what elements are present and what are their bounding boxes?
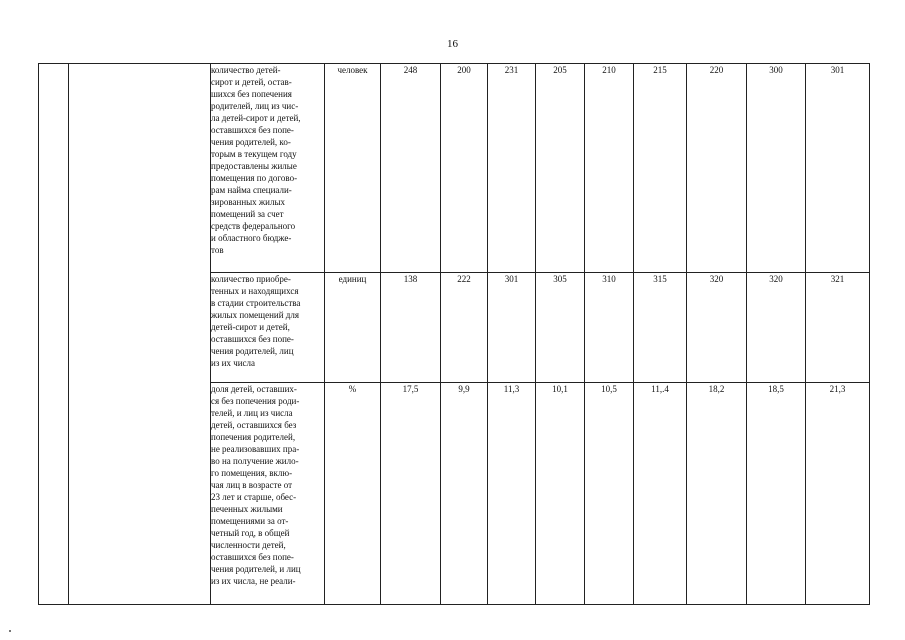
value-cell: 21,3	[806, 383, 870, 605]
value-cell: 300	[747, 64, 806, 273]
unit-cell: %	[325, 383, 381, 605]
value-cell: 10,1	[536, 383, 585, 605]
value-cell: 18,5	[747, 383, 806, 605]
value-cell: 11,.4	[634, 383, 687, 605]
value-cell: 301	[806, 64, 870, 273]
value-cell: 320	[687, 273, 747, 383]
unit-cell: человек	[325, 64, 381, 273]
value-cell: 11,3	[488, 383, 536, 605]
empty-cell-name	[69, 64, 211, 605]
unit-cell: единиц	[325, 273, 381, 383]
value-cell: 205	[536, 64, 585, 273]
value-cell: 248	[381, 64, 441, 273]
indicator-description: количество приобре- тенных и находящихся в стадии строительства жилых помещений для детей-сирот и детей, оставшихся без попе- чения родителей, лиц из их числа	[211, 273, 325, 383]
value-cell: 310	[585, 273, 634, 383]
indicator-description: количество детей- сирот и детей, остав- шихся без попечения родителей, лиц из чис- ла детей-сирот и детей, оставшихся без попе- чения родителей, ко- торым в текущем году предоставлены жилые помещения по догово- рам найма специали- зированных жилых помещений за счет средств федерального и областного бюдже- тов	[211, 64, 325, 273]
value-cell: 301	[488, 273, 536, 383]
value-cell: 17,5	[381, 383, 441, 605]
value-cell: 231	[488, 64, 536, 273]
value-cell: 320	[747, 273, 806, 383]
indicators-table	[38, 63, 870, 605]
value-cell: 138	[381, 273, 441, 383]
value-cell: 210	[585, 64, 634, 273]
empty-cell-number	[39, 64, 69, 605]
value-cell: 200	[441, 64, 488, 273]
value-cell: 215	[634, 64, 687, 273]
value-cell: 220	[687, 64, 747, 273]
value-cell: 315	[634, 273, 687, 383]
value-cell: 10,5	[585, 383, 634, 605]
indicator-description: доля детей, оставших- ся без попечения роди- телей, и лиц из числа детей, оставшихся без попечения родителей, не реализовавших пра- во на получение жило- го помещения, вклю- чая лиц в возрасте от 23 лет и старше, обес- печенных жилыми помещениями за от- четный год, в общей численности детей, оставшихся без попе- чения родителей, и лиц из их числа, не реали-	[211, 383, 325, 605]
value-cell: 9,9	[441, 383, 488, 605]
page-number: 16	[447, 38, 458, 50]
value-cell: 321	[806, 273, 870, 383]
value-cell: 18,2	[687, 383, 747, 605]
scan-speck	[9, 630, 11, 632]
value-cell: 222	[441, 273, 488, 383]
value-cell: 305	[536, 273, 585, 383]
table-row	[39, 64, 870, 273]
